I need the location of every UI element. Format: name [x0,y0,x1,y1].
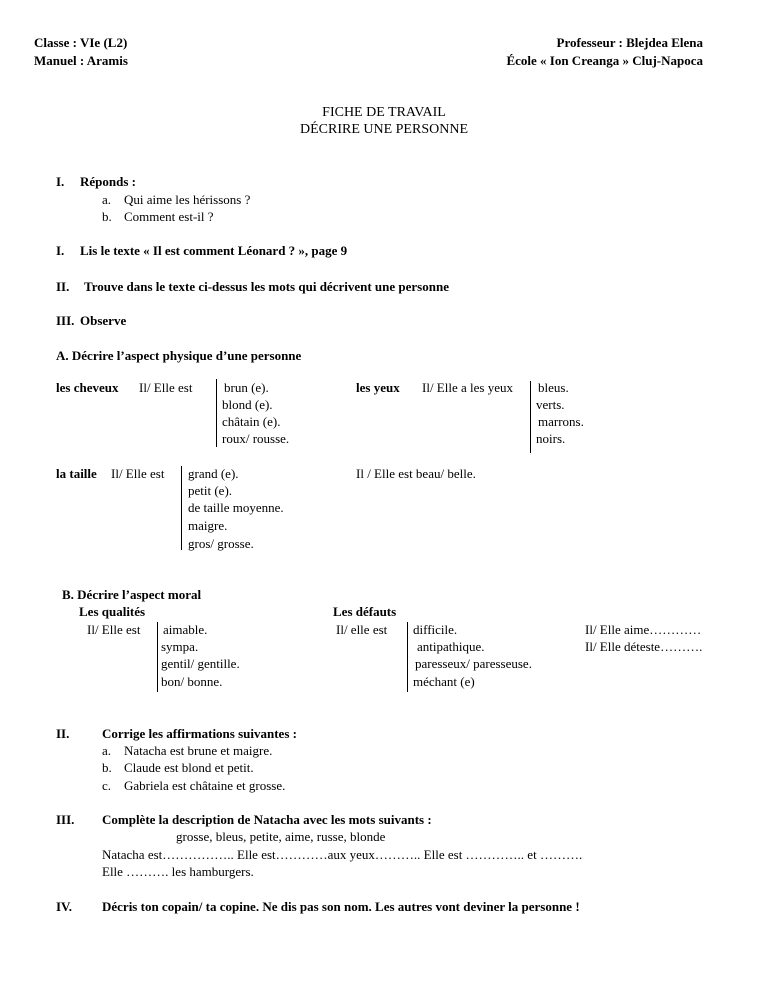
aime-blank: Il/ Elle aime………… [585,622,702,637]
yeux-option: noirs. [536,431,566,446]
qualite-option: bon/ bonne. [161,674,223,689]
statement-text: Natacha est brune et maigre. [124,743,273,758]
title-line-2: DÉCRIRE UNE PERSONNE [299,122,468,137]
question-letter: a. [102,192,112,207]
section-corrige-number: II. [56,726,70,741]
yeux-option: verts. [536,397,565,412]
moral-heading: B. Décrire l’aspect moral [62,587,202,602]
qualite-option: aimable. [163,622,208,637]
school-label: École « Ion Creanga » Cluj-Napoca [506,53,703,68]
yeux-option: marrons. [538,414,584,429]
taille-subject: Il/ Elle est [111,466,165,481]
beau-sentence: Il / Elle est beau/ belle. [356,466,476,481]
taille-option: de taille moyenne. [188,500,284,515]
teacher-label: Professeur : Blejdea Elena [556,35,703,50]
yeux-option: bleus. [538,380,569,395]
taille-option: gros/ grosse. [188,536,254,551]
section-decris-text: Décris ton copain/ ta copine. Ne dis pas son nom. Les autres vont deviner la personne ! [102,899,580,914]
question-text: Comment est-il ? [124,209,214,224]
cheveux-subject: Il/ Elle est [139,380,193,395]
bracket-line [407,622,408,692]
deteste-blank: Il/ Elle déteste………. [585,639,703,654]
section-lis-number: I. [56,243,65,258]
section-complete-number: III. [56,812,75,827]
section-observe-text: Observe [80,313,127,328]
cheveux-option: châtain (e). [222,414,281,429]
question-letter: b. [102,209,112,224]
section-corrige-heading: Corrige les affirmations suivantes : [102,726,297,741]
taille-option: maigre. [188,518,228,533]
qualites-title: Les qualités [79,604,146,619]
statement-text: Claude est blond et petit. [124,760,254,775]
defauts-subject: Il/ elle est [336,622,388,637]
section-trouve-number: II. [56,279,70,294]
defaut-option: difficile. [413,622,458,637]
statement-text: Gabriela est châtaine et grosse. [124,778,286,793]
class-label: Classe : VIe (L2) [34,35,128,50]
defaut-option: antipathique. [417,639,485,654]
yeux-subject: Il/ Elle a les yeux [422,380,513,395]
qualite-option: sympa. [161,639,199,654]
cheveux-option: roux/ rousse. [222,431,290,446]
physique-heading: A. Décrire l’aspect physique d’une personne [56,348,302,363]
section-reponds-number: I. [56,174,65,189]
cheveux-option: blond (e). [222,397,273,412]
question-text: Qui aime les hérissons ? [124,192,251,207]
cheveux-label: les cheveux [56,380,119,395]
section-decris-number: IV. [56,899,73,914]
taille-option: grand (e). [188,466,239,481]
section-reponds-heading: Réponds : [80,174,136,189]
qualites-subject: Il/ Elle est [87,622,141,637]
word-bank: grosse, bleus, petite, aime, russe, blonde [176,829,386,844]
taille-label: la taille [56,466,97,481]
fill-in-line-1: Natacha est…………….. Elle est…………aux yeux……….. Elle est ………….. et ………. [102,847,583,862]
defaut-option: paresseux/ paresseuse. [415,656,532,671]
section-complete-heading: Complète la description de Natacha avec les mots suivants : [102,812,432,827]
bracket-line [530,381,531,453]
defauts-title: Les défauts [333,604,397,619]
yeux-label: les yeux [356,380,400,395]
section-lis-text: Lis le texte « Il est comment Léonard ? », page 9 [80,243,348,258]
statement-letter: b. [102,760,112,775]
defaut-option: méchant (e) [413,674,475,689]
taille-option: petit (e). [188,483,233,498]
section-trouve-text: Trouve dans le texte ci-dessus les mots qui décrivent une personne [84,279,449,294]
bracket-line [181,466,182,550]
manual-label: Manuel : Aramis [34,53,128,68]
qualite-option: gentil/ gentille. [161,656,240,671]
statement-letter: c. [102,778,112,793]
title-line-1: FICHE DE TRAVAIL [322,105,446,120]
bracket-line [157,622,158,692]
section-observe-number: III. [56,313,75,328]
bracket-line [216,379,217,447]
statement-letter: a. [102,743,112,758]
cheveux-option: brun (e). [224,380,269,395]
fill-in-line-2: Elle ………. les hamburgers. [102,864,254,879]
